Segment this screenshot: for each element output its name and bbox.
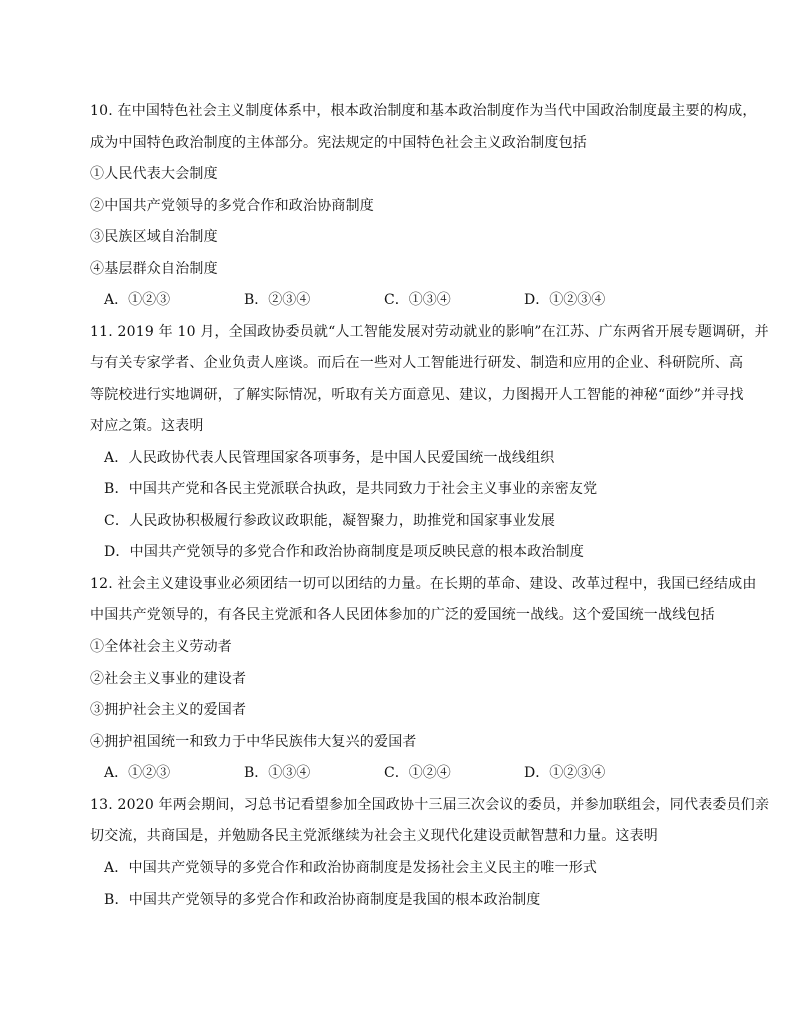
question-11-line-4: 对应之策。这表明 <box>90 418 204 434</box>
option-c[interactable]: C．①③④ <box>384 292 451 308</box>
option-b[interactable]: B．①③④ <box>244 765 311 781</box>
option-c[interactable]: C．①②④ <box>384 765 451 781</box>
question-stem-text: 在中国特色社会主义制度体系中，根本政治制度和基本政治制度作为当代中国政治制度最主要的构成， <box>117 103 757 119</box>
option-d[interactable]: D．①②③④ <box>524 765 606 781</box>
option-b[interactable]: B．②③④ <box>244 292 311 308</box>
question-13-line-1 <box>90 795 769 815</box>
question-11-choice-d[interactable]: D．中国共产党领导的多党合作和政治协商制度是项反映民意的根本政治制度 <box>104 544 585 560</box>
question-10-line-1 <box>90 101 757 121</box>
question-11-choice-a[interactable]: A．人民政协代表人民管理国家各项事务，是中国人民爱国统一战线组织 <box>104 450 555 466</box>
question-12-item-2: ②社会主义事业的建设者 <box>90 671 247 687</box>
option-a[interactable]: A．①②③ <box>104 765 171 781</box>
question-10-options <box>104 290 704 310</box>
question-10-item-2: ②中国共产党领导的多党合作和政治协商制度 <box>90 198 374 214</box>
question-12-line-1 <box>90 574 757 594</box>
question-number: 12. <box>90 576 113 592</box>
question-11-line-1 <box>90 322 769 342</box>
question-10-item-4: ④基层群众自治制度 <box>90 261 218 277</box>
question-12-item-1: ①全体社会主义劳动者 <box>90 639 232 655</box>
question-11-choice-b[interactable]: B．中国共产党和各民主党派联合执政，是共同致力于社会主义事业的亲密友党 <box>104 481 598 497</box>
question-12-line-2: 中国共产党领导的，有各民主党派和各人民团体参加的广泛的爱国统一战线。这个爱国统一战线包括 <box>90 607 715 623</box>
question-13-choice-b[interactable]: B．中国共产党领导的多党合作和政治协商制度是我国的根本政治制度 <box>104 892 541 908</box>
question-stem-text: 2019 年 10 月，全国政协委员就“人工智能发展对劳动就业的影响”在江苏、广东两省开展专题调研，并 <box>117 324 769 340</box>
question-12-options <box>104 763 704 783</box>
option-d[interactable]: D．①②③④ <box>524 292 606 308</box>
option-a[interactable]: A．①②③ <box>104 292 171 308</box>
question-13-line-2: 切交流，共商国是，并勉励各民主党派继续为社会主义现代化建设贡献智慧和力量。这表明 <box>90 828 658 844</box>
question-12-item-4: ④拥护祖国统一和致力于中华民族伟大复兴的爱国者 <box>90 734 417 750</box>
question-11-line-3: 等院校进行实地调研，了解实际情况，听取有关方面意见、建议，力图揭开人工智能的神秘“面纱”并寻找 <box>90 387 744 403</box>
question-number: 10. <box>90 103 113 119</box>
question-stem-text: 2020 年两会期间，习总书记看望参加全国政协十三届三次会议的委员，并参加联组会，同代表委员们亲 <box>117 797 770 813</box>
question-13-choice-a[interactable]: A．中国共产党领导的多党合作和政治协商制度是发扬社会主义民主的唯一形式 <box>104 860 598 876</box>
question-stem-text: 社会主义建设事业必须团结一切可以团结的力量。在长期的革命、建设、改革过程中，我国已经结成由 <box>117 576 757 592</box>
question-10-item-1: ①人民代表大会制度 <box>90 166 218 182</box>
question-10-line-2: 成为中国特色政治制度的主体部分。宪法规定的中国特色社会主义政治制度包括 <box>90 135 587 151</box>
question-12-item-3: ③拥护社会主义的爱国者 <box>90 702 247 718</box>
question-11-line-2: 与有关专家学者、企业负责人座谈。而后在一些对人工智能进行研发、制造和应用的企业、科研院所、高 <box>90 355 744 371</box>
question-number: 13. <box>90 797 113 813</box>
question-number: 11. <box>90 324 113 340</box>
question-10-item-3: ③民族区域自治制度 <box>90 229 218 245</box>
question-11-choice-c[interactable]: C．人民政协积极履行参政议政职能，凝智聚力，助推党和国家事业发展 <box>104 513 556 529</box>
